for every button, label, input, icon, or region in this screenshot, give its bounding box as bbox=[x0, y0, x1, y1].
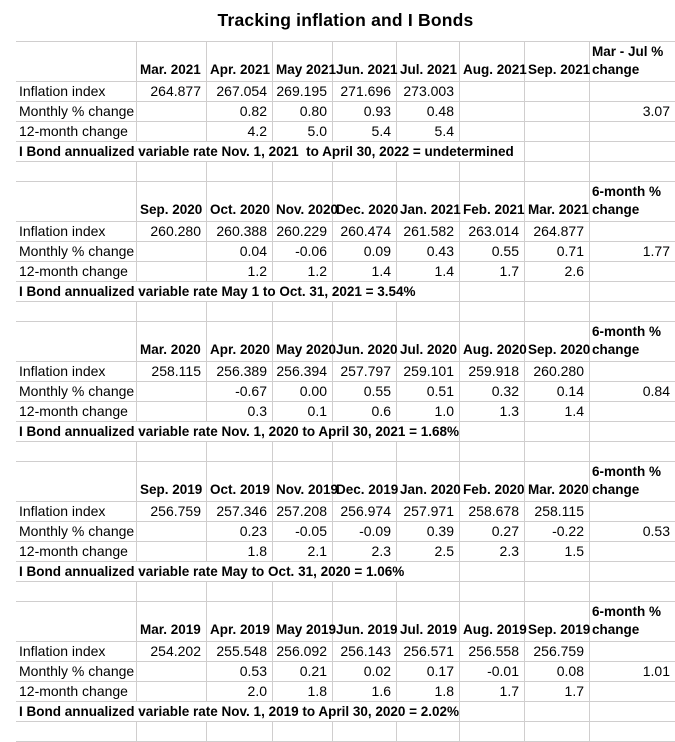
value-cell: 255.548 bbox=[207, 642, 273, 662]
value-cell: 257.797 bbox=[333, 362, 397, 382]
row-label-cell: Monthly % change bbox=[16, 102, 137, 122]
header-blank-cell bbox=[16, 42, 137, 82]
value-cell: 0.53 bbox=[207, 662, 273, 682]
value-cell: 261.582 bbox=[397, 222, 460, 242]
spacer-cell bbox=[137, 442, 207, 462]
value-cell: 264.877 bbox=[137, 82, 207, 102]
spacer-cell bbox=[137, 722, 207, 742]
month-header-cell: Dec. 2020 bbox=[333, 182, 397, 222]
value-cell: 0.55 bbox=[333, 382, 397, 402]
value-cell: 0.6 bbox=[333, 402, 397, 422]
value-cell: 269.195 bbox=[273, 82, 333, 102]
value-cell: 1.8 bbox=[273, 682, 333, 702]
month-header-cell: Oct. 2019 bbox=[207, 462, 273, 502]
value-cell: 1.0 bbox=[397, 402, 460, 422]
change-header-cell bbox=[590, 322, 675, 362]
value-cell bbox=[460, 82, 525, 102]
row-label-cell: Monthly % change bbox=[16, 662, 137, 682]
value-cell: 1.6 bbox=[333, 682, 397, 702]
month-header-cell: Oct. 2020 bbox=[207, 182, 273, 222]
spacer-cell bbox=[16, 722, 137, 742]
footer-empty-cell bbox=[460, 702, 525, 722]
inflation-table-4 bbox=[16, 462, 675, 602]
spacer-cell bbox=[207, 722, 273, 742]
value-cell: -0.06 bbox=[273, 242, 333, 262]
value-cell bbox=[137, 402, 207, 422]
row-label-cell: Inflation index bbox=[16, 362, 137, 382]
value-cell: 0.23 bbox=[207, 522, 273, 542]
row-label-cell: Inflation index bbox=[16, 82, 137, 102]
change-total-cell bbox=[590, 362, 675, 382]
footer-empty-cell bbox=[590, 422, 675, 442]
value-cell bbox=[525, 102, 590, 122]
value-cell: 258.678 bbox=[460, 502, 525, 522]
change-total-cell: 1.01 bbox=[590, 662, 675, 682]
value-cell: 264.877 bbox=[525, 222, 590, 242]
month-header-cell: Aug. 2019 bbox=[460, 602, 525, 642]
value-cell bbox=[137, 102, 207, 122]
change-header-line: 6-month % bbox=[592, 604, 661, 619]
value-cell: 260.280 bbox=[137, 222, 207, 242]
row-label-cell: Monthly % change bbox=[16, 242, 137, 262]
value-cell bbox=[137, 242, 207, 262]
spacer-cell bbox=[397, 162, 460, 182]
value-cell: 0.93 bbox=[333, 102, 397, 122]
value-cell: 0.39 bbox=[397, 522, 460, 542]
spacer-cell bbox=[590, 722, 675, 742]
value-cell: 256.571 bbox=[397, 642, 460, 662]
value-cell: 259.918 bbox=[460, 362, 525, 382]
value-cell: 271.696 bbox=[333, 82, 397, 102]
value-cell bbox=[137, 542, 207, 562]
month-header-cell: Jan. 2021 bbox=[397, 182, 460, 222]
spacer-cell bbox=[525, 302, 590, 322]
month-header-cell: Mar. 2019 bbox=[137, 602, 207, 642]
value-cell: -0.09 bbox=[333, 522, 397, 542]
value-cell: 0.17 bbox=[397, 662, 460, 682]
month-header-cell: Jun. 2020 bbox=[333, 322, 397, 362]
footer-empty-cell bbox=[460, 422, 525, 442]
value-cell: 1.7 bbox=[460, 682, 525, 702]
value-cell bbox=[137, 262, 207, 282]
row-label-cell: Monthly % change bbox=[16, 522, 137, 542]
value-cell: -0.01 bbox=[460, 662, 525, 682]
month-header-cell: Jul. 2021 bbox=[397, 42, 460, 82]
spacer-cell bbox=[137, 582, 207, 602]
change-header-line: 6-month % bbox=[592, 324, 661, 339]
change-header-line: 6-month % bbox=[592, 464, 661, 479]
value-cell: 5.0 bbox=[273, 122, 333, 142]
change-total-cell bbox=[590, 542, 675, 562]
month-header-cell: Sep. 2020 bbox=[137, 182, 207, 222]
value-cell: 0.08 bbox=[525, 662, 590, 682]
value-cell: 0.43 bbox=[397, 242, 460, 262]
value-cell: 256.143 bbox=[333, 642, 397, 662]
change-total-cell: 0.84 bbox=[590, 382, 675, 402]
header-blank-cell bbox=[16, 182, 137, 222]
month-header-cell: Sep. 2019 bbox=[137, 462, 207, 502]
value-cell: -0.67 bbox=[207, 382, 273, 402]
month-header-cell: Mar. 2021 bbox=[137, 42, 207, 82]
change-total-cell bbox=[590, 222, 675, 242]
spacer-cell bbox=[137, 302, 207, 322]
change-total-cell: 1.77 bbox=[590, 242, 675, 262]
value-cell: 267.054 bbox=[207, 82, 273, 102]
header-blank-cell bbox=[16, 462, 137, 502]
value-cell: 2.1 bbox=[273, 542, 333, 562]
value-cell: 0.71 bbox=[525, 242, 590, 262]
value-cell bbox=[525, 82, 590, 102]
spacer-cell bbox=[525, 442, 590, 462]
tables-area bbox=[16, 41, 675, 742]
footer-empty-cell bbox=[460, 282, 525, 302]
value-cell: 2.3 bbox=[460, 542, 525, 562]
footer-empty-cell bbox=[525, 562, 590, 582]
value-cell: 258.115 bbox=[137, 362, 207, 382]
inflation-table-3 bbox=[16, 322, 675, 462]
value-cell: 2.0 bbox=[207, 682, 273, 702]
value-cell: 0.48 bbox=[397, 102, 460, 122]
value-cell: 1.2 bbox=[207, 262, 273, 282]
ibond-rate-note: I Bond annualized variable rate May 1 to Oct. 31, 2021 = 3.54% bbox=[16, 282, 460, 302]
change-total-cell bbox=[590, 642, 675, 662]
ibond-rate-note: I Bond annualized variable rate Nov. 1, 2019 to April 30, 2020 = 2.02% bbox=[16, 702, 460, 722]
change-total-cell: 3.07 bbox=[590, 102, 675, 122]
spacer-cell bbox=[460, 442, 525, 462]
footer-empty-cell bbox=[460, 562, 525, 582]
month-header-cell: Nov. 2020 bbox=[273, 182, 333, 222]
spacer-cell bbox=[207, 162, 273, 182]
spacer-cell bbox=[397, 302, 460, 322]
value-cell: 256.389 bbox=[207, 362, 273, 382]
row-label-cell: Monthly % change bbox=[16, 382, 137, 402]
change-total-cell bbox=[590, 262, 675, 282]
spacer-cell bbox=[460, 302, 525, 322]
value-cell bbox=[137, 522, 207, 542]
month-header-cell: Jun. 2021 bbox=[333, 42, 397, 82]
change-header-line: change bbox=[592, 342, 640, 357]
header-blank-cell bbox=[16, 322, 137, 362]
row-label-cell: Inflation index bbox=[16, 222, 137, 242]
value-cell: 1.4 bbox=[525, 402, 590, 422]
value-cell: 2.5 bbox=[397, 542, 460, 562]
spacer-cell bbox=[16, 582, 137, 602]
row-label-cell: 12-month change bbox=[16, 682, 137, 702]
row-label-cell: Inflation index bbox=[16, 642, 137, 662]
spacer-cell bbox=[460, 722, 525, 742]
month-header-cell: Jul. 2020 bbox=[397, 322, 460, 362]
row-label-cell: Inflation index bbox=[16, 502, 137, 522]
value-cell: 1.5 bbox=[525, 542, 590, 562]
footer-empty-cell bbox=[590, 562, 675, 582]
change-total-cell bbox=[590, 682, 675, 702]
value-cell: 273.003 bbox=[397, 82, 460, 102]
month-header-cell: Dec. 2019 bbox=[333, 462, 397, 502]
inflation-table-1 bbox=[16, 42, 675, 182]
spacer-cell bbox=[16, 162, 137, 182]
change-header-line: change bbox=[592, 62, 640, 77]
value-cell: 257.971 bbox=[397, 502, 460, 522]
month-header-cell: Feb. 2021 bbox=[460, 182, 525, 222]
spacer-cell bbox=[207, 582, 273, 602]
value-cell: 0.80 bbox=[273, 102, 333, 122]
spacer-cell bbox=[460, 162, 525, 182]
ibond-rate-note: I Bond annualized variable rate Nov. 1, 2021 to April 30, 2022 = undetermined bbox=[16, 142, 525, 162]
month-header-cell: Apr. 2020 bbox=[207, 322, 273, 362]
value-cell: 256.394 bbox=[273, 362, 333, 382]
row-label-cell: 12-month change bbox=[16, 262, 137, 282]
month-header-cell: Mar. 2021 bbox=[525, 182, 590, 222]
value-cell: 2.3 bbox=[333, 542, 397, 562]
value-cell: 256.759 bbox=[137, 502, 207, 522]
spacer-cell bbox=[397, 582, 460, 602]
value-cell: 5.4 bbox=[397, 122, 460, 142]
spacer-cell bbox=[590, 302, 675, 322]
value-cell: 257.346 bbox=[207, 502, 273, 522]
ibond-rate-note: I Bond annualized variable rate May to Oct. 31, 2020 = 1.06% bbox=[16, 562, 460, 582]
month-header-cell: Mar. 2020 bbox=[525, 462, 590, 502]
row-label-cell: 12-month change bbox=[16, 402, 137, 422]
value-cell bbox=[137, 122, 207, 142]
value-cell: 260.388 bbox=[207, 222, 273, 242]
change-total-cell: 0.53 bbox=[590, 522, 675, 542]
spacer-cell bbox=[397, 442, 460, 462]
value-cell: 0.51 bbox=[397, 382, 460, 402]
change-header-line: Mar - Jul % bbox=[592, 44, 664, 59]
spacer-cell bbox=[333, 302, 397, 322]
spacer-cell bbox=[16, 302, 137, 322]
change-header-cell bbox=[590, 182, 675, 222]
spacer-cell bbox=[207, 442, 273, 462]
inflation-table-2 bbox=[16, 182, 675, 322]
spacer-cell bbox=[333, 722, 397, 742]
value-cell: 1.7 bbox=[525, 682, 590, 702]
month-header-cell: Jan. 2020 bbox=[397, 462, 460, 502]
change-header-cell bbox=[590, 602, 675, 642]
value-cell: 0.27 bbox=[460, 522, 525, 542]
value-cell: 260.280 bbox=[525, 362, 590, 382]
value-cell: 0.09 bbox=[333, 242, 397, 262]
value-cell bbox=[137, 382, 207, 402]
spacer-cell bbox=[525, 722, 590, 742]
change-header-line: change bbox=[592, 482, 640, 497]
spacer-cell bbox=[333, 162, 397, 182]
month-header-cell: Mar. 2020 bbox=[137, 322, 207, 362]
value-cell bbox=[525, 122, 590, 142]
footer-empty-cell bbox=[590, 282, 675, 302]
spacer-cell bbox=[137, 162, 207, 182]
footer-empty-cell bbox=[525, 702, 590, 722]
month-header-cell: May 2020 bbox=[273, 322, 333, 362]
spacer-cell bbox=[590, 162, 675, 182]
month-header-cell: May 2019 bbox=[273, 602, 333, 642]
value-cell: 0.3 bbox=[207, 402, 273, 422]
spacer-cell bbox=[207, 302, 273, 322]
value-cell: 0.32 bbox=[460, 382, 525, 402]
value-cell: 1.7 bbox=[460, 262, 525, 282]
month-header-cell: Aug. 2021 bbox=[460, 42, 525, 82]
month-header-cell: Apr. 2019 bbox=[207, 602, 273, 642]
spacer-cell bbox=[397, 722, 460, 742]
value-cell: 1.8 bbox=[397, 682, 460, 702]
month-header-cell: Jun. 2019 bbox=[333, 602, 397, 642]
value-cell: 0.02 bbox=[333, 662, 397, 682]
value-cell: 0.14 bbox=[525, 382, 590, 402]
value-cell: 0.04 bbox=[207, 242, 273, 262]
month-header-cell: May 2021 bbox=[273, 42, 333, 82]
value-cell: 1.3 bbox=[460, 402, 525, 422]
change-total-cell bbox=[590, 122, 675, 142]
change-total-cell bbox=[590, 82, 675, 102]
spacer-cell bbox=[460, 582, 525, 602]
month-header-cell: Sep. 2019 bbox=[525, 602, 590, 642]
change-header-line: 6-month % bbox=[592, 184, 661, 199]
value-cell: 0.82 bbox=[207, 102, 273, 122]
value-cell: 0.21 bbox=[273, 662, 333, 682]
change-header-line: change bbox=[592, 202, 640, 217]
value-cell: 1.4 bbox=[397, 262, 460, 282]
value-cell: 260.229 bbox=[273, 222, 333, 242]
month-header-cell: Aug. 2020 bbox=[460, 322, 525, 362]
spacer-cell bbox=[333, 442, 397, 462]
change-header-cell bbox=[590, 42, 675, 82]
footer-empty-cell bbox=[525, 282, 590, 302]
value-cell: 1.8 bbox=[207, 542, 273, 562]
value-cell: 1.2 bbox=[273, 262, 333, 282]
value-cell: 254.202 bbox=[137, 642, 207, 662]
spacer-cell bbox=[16, 442, 137, 462]
value-cell: 263.014 bbox=[460, 222, 525, 242]
footer-empty-cell bbox=[525, 142, 590, 162]
month-header-cell: Jul. 2019 bbox=[397, 602, 460, 642]
spacer-cell bbox=[333, 582, 397, 602]
spacer-cell bbox=[273, 582, 333, 602]
month-header-cell: Sep. 2021 bbox=[525, 42, 590, 82]
value-cell: 0.1 bbox=[273, 402, 333, 422]
value-cell: -0.22 bbox=[525, 522, 590, 542]
value-cell: 256.974 bbox=[333, 502, 397, 522]
month-header-cell: Apr. 2021 bbox=[207, 42, 273, 82]
spacer-cell bbox=[273, 722, 333, 742]
value-cell: 259.101 bbox=[397, 362, 460, 382]
value-cell: 5.4 bbox=[333, 122, 397, 142]
footer-empty-cell bbox=[525, 422, 590, 442]
spacer-cell bbox=[273, 442, 333, 462]
spacer-cell bbox=[525, 162, 590, 182]
value-cell bbox=[137, 682, 207, 702]
value-cell: 256.558 bbox=[460, 642, 525, 662]
value-cell bbox=[460, 122, 525, 142]
month-header-cell: Feb. 2020 bbox=[460, 462, 525, 502]
value-cell: 256.759 bbox=[525, 642, 590, 662]
spacer-cell bbox=[590, 442, 675, 462]
footer-empty-cell bbox=[590, 702, 675, 722]
value-cell: 260.474 bbox=[333, 222, 397, 242]
spacer-cell bbox=[525, 582, 590, 602]
value-cell: 0.55 bbox=[460, 242, 525, 262]
inflation-table-5 bbox=[16, 602, 675, 742]
value-cell: 257.208 bbox=[273, 502, 333, 522]
value-cell: 1.4 bbox=[333, 262, 397, 282]
header-blank-cell bbox=[16, 602, 137, 642]
value-cell: 0.00 bbox=[273, 382, 333, 402]
change-header-cell bbox=[590, 462, 675, 502]
spacer-cell bbox=[273, 162, 333, 182]
page-title: Tracking inflation and I Bonds bbox=[217, 10, 474, 30]
value-cell bbox=[137, 662, 207, 682]
month-header-cell: Sep. 2020 bbox=[525, 322, 590, 362]
value-cell: 258.115 bbox=[525, 502, 590, 522]
month-header-cell: Nov. 2019 bbox=[273, 462, 333, 502]
spacer-cell bbox=[273, 302, 333, 322]
value-cell: 4.2 bbox=[207, 122, 273, 142]
value-cell: 2.6 bbox=[525, 262, 590, 282]
value-cell: -0.05 bbox=[273, 522, 333, 542]
ibond-rate-note: I Bond annualized variable rate Nov. 1, 2020 to April 30, 2021 = 1.68% bbox=[16, 422, 460, 442]
row-label-cell: 12-month change bbox=[16, 542, 137, 562]
change-header-line: change bbox=[592, 622, 640, 637]
row-label-cell: 12-month change bbox=[16, 122, 137, 142]
change-total-cell bbox=[590, 402, 675, 422]
spacer-cell bbox=[590, 582, 675, 602]
change-total-cell bbox=[590, 502, 675, 522]
value-cell bbox=[460, 102, 525, 122]
footer-empty-cell bbox=[590, 142, 675, 162]
value-cell: 256.092 bbox=[273, 642, 333, 662]
